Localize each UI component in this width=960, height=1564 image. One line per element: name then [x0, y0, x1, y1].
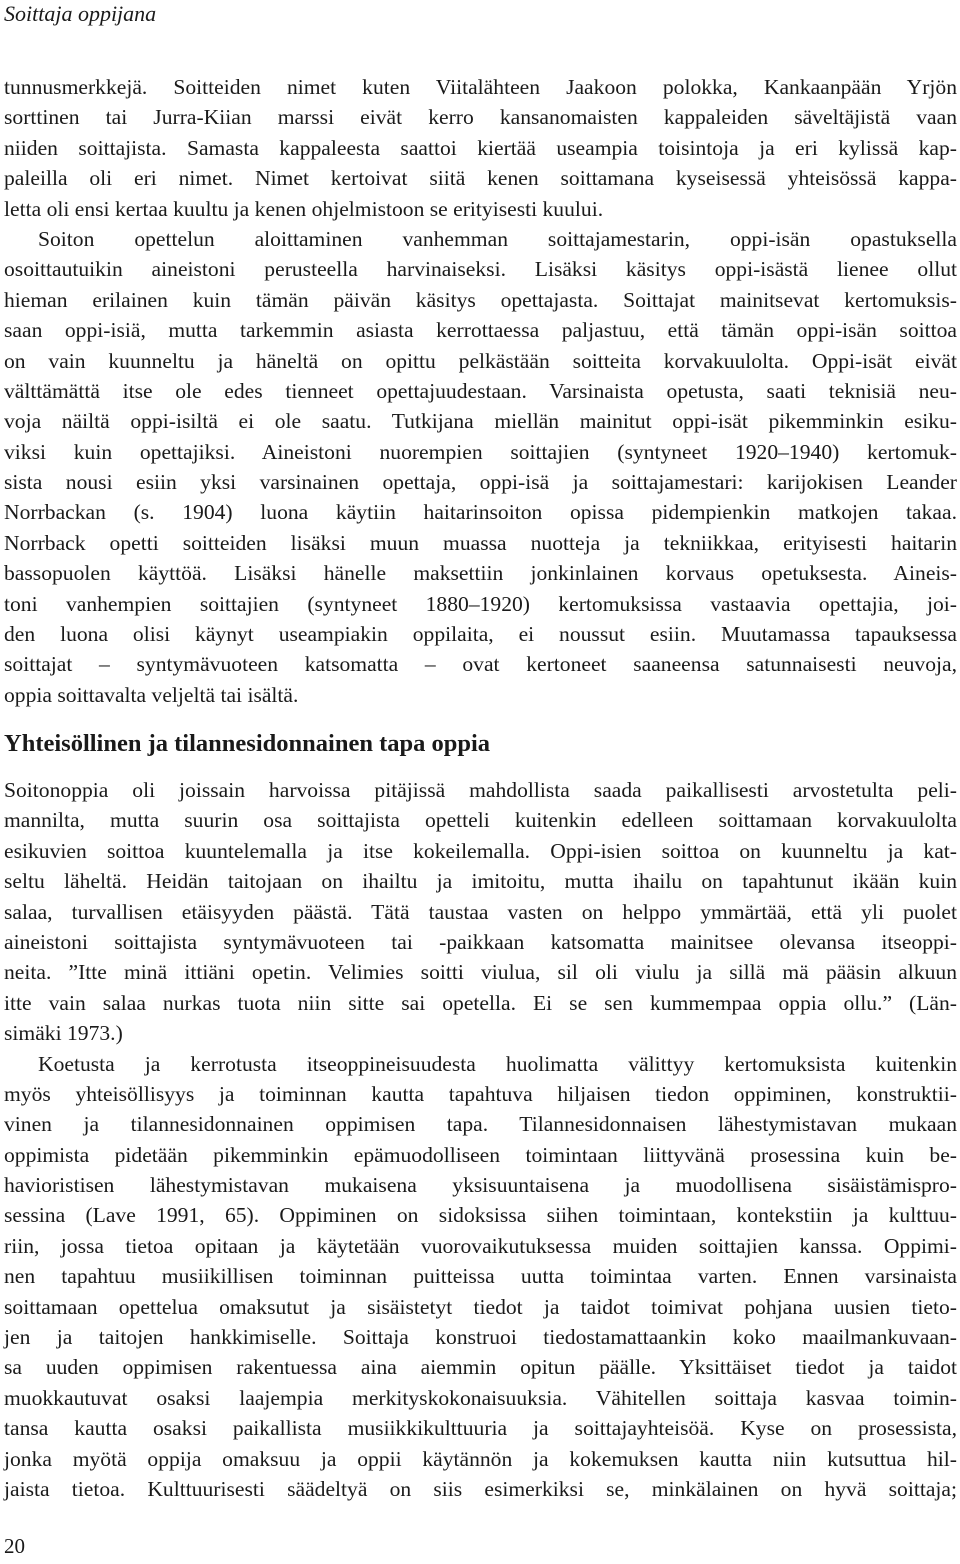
paragraph-first-line: Soiton opettelun aloittaminen vanhemman soittajamestarin, oppi-isän opastuksella — [38, 226, 957, 251]
text-line: oppia soittavalta veljeltä tai isältä. — [4, 682, 299, 707]
text-line: sa uuden oppimisen rakentuessa aina aiemmin opitun päälle. Yksittäiset tiedot ja taidot — [4, 1355, 957, 1380]
text-line: jonka myötä oppija omaksuu ja oppii käytännön ja kokemuksen kautta niin kutsuttua hil- — [4, 1446, 957, 1471]
text-line: paleilla oli eri nimet. Nimet kertoivat siitä kenen soittamana kyseisessä yhteisössä kappa- — [4, 166, 957, 191]
running-head: Soittaja oppijana — [4, 1, 157, 26]
text-line: seltu läheltä. Heidän taitojaan on ihailtu ja imitoitu, mutta ihailu on tapahtunut ikään kuin — [4, 869, 957, 894]
section-text-block — [4, 775, 957, 1504]
text-line: bassopuolen käyttöä. Lisäksi hänelle maksettiin jonkinlainen korvaus opetuksesta. Aineis- — [4, 561, 957, 586]
section-heading: Yhteisöllinen ja tilannesidonnainen tapa oppia — [4, 730, 491, 757]
text-line: Norrback opetti soitteiden lisäksi muun muassa nuotteja ja tekniikkaa, erityisesti haitarin — [4, 530, 957, 555]
text-line: saan oppi-isiä, mutta tarkemmin asiasta kerrottaessa paljastuu, että tämän oppi-isän soittoa — [4, 318, 957, 343]
text-line: havioristisen lähestymistavan mukaisena yksisuuntaisena ja muodollisena sisäistämispro- — [4, 1173, 957, 1198]
paragraph-first-line: Koetusta ja kerrotusta itseoppineisuudesta huolimatta välittyy kertomuksista kuitenkin — [38, 1051, 957, 1076]
text-line: niiden soittajista. Samasta kappaleesta saattoi kiertää useampia toisintoja ja eri kylissä kap- — [4, 135, 957, 160]
text-line: nen tapahtuu musiikillisen toiminnan puitteissa uutta toimintaa varten. Ennen varsinaista — [4, 1264, 957, 1289]
text-line: viksi kuin opettajiksi. Aineistoni nuorempien soittajien (syntyneet 1920–1940) kertomuk- — [4, 439, 957, 464]
text-line: välttämättä itse ole edes tienneet opettajuudestaan. Varsinaista opetusta, saati teknisiä neu- — [4, 378, 957, 403]
text-line: itte vain salaa nurkas tuota niin sitte sai opetella. Ei se sen kummempaa oppia ollu.” (Län- — [4, 990, 957, 1015]
text-line: on vain kuunneltu ja häneltä on opittu pelkästään soitteita korvakuulolta. Oppi-isät eivät — [4, 348, 957, 373]
text-line: salaa, turvallisen etäisyyden päästä. Tätä taustaa vasten on helppo ymmärtää, että yli puolet — [4, 899, 957, 924]
text-line: toni vanhempien soittajien (syntyneet 1880–1920) kertomuksissa vastaavia opettajia, joi- — [4, 591, 957, 616]
text-line: esikuvien soittoa kuuntelemalla ja itse kokeilemalla. Oppi-isien soittoa on kuunneltu ja kat- — [4, 838, 957, 863]
text-line: sorttinen tai Jurra-Kiian marssi eivät kerro kansanomaisten kappaleiden säveltäjistä vaan — [4, 105, 957, 130]
text-line: tunnusmerkkejä. Soitteiden nimet kuten Viitalähteen Jaakoon polokka, Kankaanpään Yrjön — [4, 75, 957, 99]
text-line: voja näiltä oppi-isiltä ei ole saatu. Tutkijana miellän mainitut oppi-isät pikemminkin esiku- — [4, 409, 957, 434]
text-line: den luona olisi käynyt useampiakin oppilaita, ei noussut esiin. Muutamassa tapauksessa — [4, 622, 957, 647]
text-line: riin, jossa tietoa opitaan ja käytetään vuorovaikutuksessa muiden soittajien kanssa. Oppimi- — [4, 1233, 957, 1258]
text-line: mannilta, mutta suurin osa soittajista opetteli kuitenkin edelleen soittamaan korvakuulolta — [4, 808, 957, 833]
text-line: osoittautuikin aineistoni perusteella harvinaiseksi. Lisäksi käsitys oppi-isästä lienee ollut — [4, 257, 957, 282]
text-line: soittamaan opettelua omaksutut ja sisäistetyt tiedot ja taidot toimivat pohjana uusien tieto- — [4, 1294, 957, 1319]
text-line: Soitonoppia oli joissain harvoissa pitäjissä mahdollista saada paikallisesti arvostetulta peli- — [4, 778, 957, 802]
text-line: muokkautuvat osaksi laajempia merkityskokonaisuuksia. Vähitellen soittaja kasvaa toimin- — [4, 1385, 957, 1410]
page-number: 20 — [4, 1534, 25, 1558]
text-line: sista nousi esiin yksi varsinainen opettaja, oppi-isä ja soittajamestari: karijokisen Leander — [4, 470, 957, 495]
text-line: tansa kautta osaksi paikallista musiikkikulttuuria ja soittajayhteisöä. Kyse on prosessista, — [4, 1416, 957, 1441]
text-line: simäki 1973.) — [4, 1021, 123, 1046]
text-line: hieman erilainen kuin tämän päivän käsitys opettajasta. Soittajat mainitsevat kertomuksis- — [4, 287, 957, 312]
text-line: myös yhteisöllisyys ja toiminnan kautta tapahtuva hiljaisen tiedon oppiminen, konstruktii- — [4, 1081, 957, 1106]
text-line: jen ja taitojen hankkimiselle. Soittaja konstruoi tiedostamattaankin koko maailmankuvaan- — [4, 1325, 957, 1350]
text-line: Norrbackan (s. 1904) luona käytiin haitarinsoiton opissa pidempienkin matkojen takaa. — [4, 500, 957, 525]
text-line: sessina (Lave 1991, 65). Oppiminen on sidoksissa siihen toimintaan, kontekstiin ja kulttuu- — [4, 1203, 957, 1228]
text-line: vinen ja tilannesidonnainen oppimisen tapa. Tilannesidonnaisen lähestymistavan mukaan — [4, 1112, 957, 1137]
text-line: neita. ”Itte minä ittiäni opetin. Velimies soitti viulua, sil oli viulu ja sillä mä pääsin alkuun — [4, 960, 957, 985]
text-line: oppimista pidetään pikemminkin epämuodolliseen toimintaan liittyvänä prosessina kuin be- — [4, 1142, 957, 1167]
text-line: aineistoni soittajista syntymävuoteen tai -paikkaan katsomatta mainitsee olevansa itseoppi- — [4, 929, 957, 954]
first-text-block — [4, 72, 957, 710]
text-line: jaista tietoa. Kulttuurisesti säädeltyä on siis esimerkiksi se, minkälainen on hyvä soittaja; — [4, 1476, 957, 1501]
text-line: letta oli ensi kertaa kuultu ja kenen ohjelmistoon se erityisesti kuului. — [4, 196, 604, 221]
text-line: soittajat – syntymävuoteen katsomatta – ovat kertoneet saaneensa satunnaisesti neuvoja, — [4, 652, 957, 677]
